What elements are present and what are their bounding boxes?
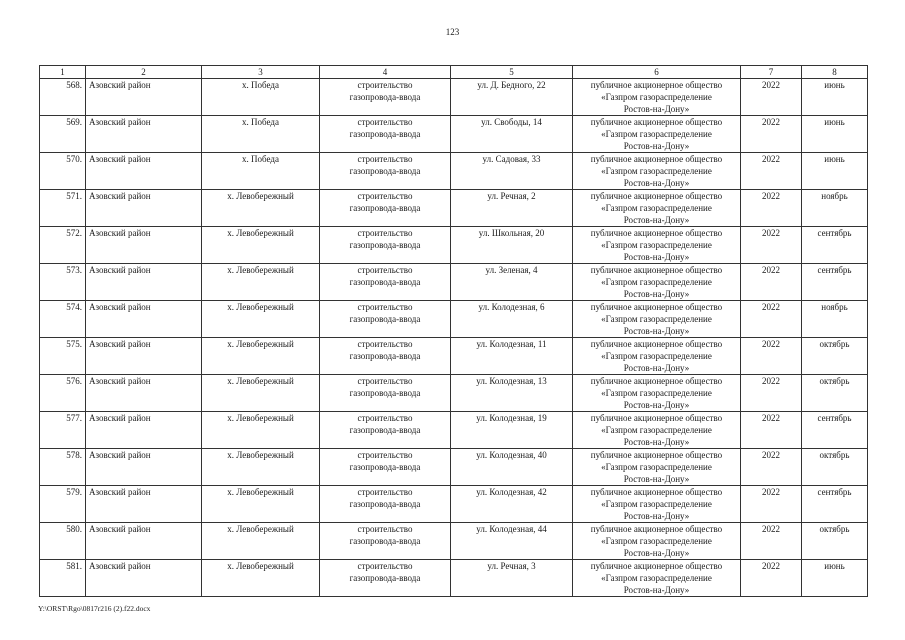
table-row [40, 301, 868, 338]
organization-cell [573, 338, 741, 375]
column-header: 3 [202, 66, 320, 79]
work-type-line: строительство [357, 117, 413, 127]
organization-line: Ростов-на-Дону» [623, 141, 690, 151]
organization-line: публичное акционерное общество [590, 487, 723, 497]
organization-line: Ростов-на-Дону» [623, 363, 690, 373]
year-cell: 2022 [741, 301, 802, 338]
district-cell: Азовский район [86, 79, 202, 116]
organization-line: «Газпром газораспределение [601, 388, 712, 398]
organization-line: «Газпром газораспределение [601, 536, 712, 546]
address-cell: ул. Садовая, 33 [451, 153, 573, 190]
table-row [40, 449, 868, 486]
row-number-cell: 570. [40, 153, 86, 190]
organization-cell [573, 412, 741, 449]
table-row [40, 153, 868, 190]
settlement-cell: х. Левобережный [202, 449, 320, 486]
column-header: 7 [741, 66, 802, 79]
work-type-cell [320, 523, 451, 560]
column-header: 6 [573, 66, 741, 79]
settlement-cell: х. Левобережный [202, 301, 320, 338]
work-type-cell [320, 449, 451, 486]
row-number-cell: 576. [40, 375, 86, 412]
file-path-footer: Y:\ORST\Rgo\0817r216 (2).f22.docx [38, 604, 151, 613]
organization-line: публичное акционерное общество [590, 450, 723, 460]
address-cell: ул. Колодезная, 42 [451, 486, 573, 523]
organization-line: Ростов-на-Дону» [623, 178, 690, 188]
district-cell: Азовский район [86, 486, 202, 523]
year-cell: 2022 [741, 449, 802, 486]
table-row [40, 227, 868, 264]
month-cell: сентябрь [802, 486, 868, 523]
organization-line: «Газпром газораспределение [601, 314, 712, 324]
work-type-line: строительство [357, 265, 413, 275]
table-row [40, 79, 868, 116]
organization-line: публичное акционерное общество [590, 339, 723, 349]
organization-cell [573, 560, 741, 597]
work-type-line: строительство [357, 524, 413, 534]
year-cell: 2022 [741, 338, 802, 375]
year-cell: 2022 [741, 153, 802, 190]
work-type-line: газопровода-ввода [349, 351, 421, 361]
district-cell: Азовский район [86, 153, 202, 190]
year-cell: 2022 [741, 79, 802, 116]
work-type-line: газопровода-ввода [349, 425, 421, 435]
organization-cell [573, 116, 741, 153]
row-number-cell: 572. [40, 227, 86, 264]
table-row [40, 338, 868, 375]
organization-line: публичное акционерное общество [590, 191, 723, 201]
work-type-line: газопровода-ввода [349, 462, 421, 472]
column-number-header-row [40, 66, 868, 79]
district-cell: Азовский район [86, 264, 202, 301]
month-cell: октябрь [802, 449, 868, 486]
district-cell: Азовский район [86, 227, 202, 264]
page-number: 123 [445, 27, 460, 37]
row-number-cell: 580. [40, 523, 86, 560]
address-cell: ул. Речная, 2 [451, 190, 573, 227]
organization-line: публичное акционерное общество [590, 117, 723, 127]
organization-line: публичное акционерное общество [590, 524, 723, 534]
organization-line: Ростов-на-Дону» [623, 252, 690, 262]
organization-line: «Газпром газораспределение [601, 129, 712, 139]
address-cell: ул. Речная, 3 [451, 560, 573, 597]
organization-line: публичное акционерное общество [590, 302, 723, 312]
work-type-line: газопровода-ввода [349, 129, 421, 139]
organization-line: Ростов-на-Дону» [623, 511, 690, 521]
organization-line: Ростов-на-Дону» [623, 474, 690, 484]
settlement-cell: х. Левобережный [202, 523, 320, 560]
organization-line: «Газпром газораспределение [601, 203, 712, 213]
settlement-cell: х. Левобережный [202, 227, 320, 264]
month-cell: ноябрь [802, 301, 868, 338]
organization-line: «Газпром газораспределение [601, 351, 712, 361]
organization-line: «Газпром газораспределение [601, 92, 712, 102]
settlement-cell: х. Левобережный [202, 190, 320, 227]
organization-line: «Газпром газораспределение [601, 462, 712, 472]
work-type-line: строительство [357, 302, 413, 312]
work-type-line: строительство [357, 80, 413, 90]
work-type-line: газопровода-ввода [349, 388, 421, 398]
month-cell: сентябрь [802, 412, 868, 449]
year-cell: 2022 [741, 375, 802, 412]
district-cell: Азовский район [86, 116, 202, 153]
organization-line: публичное акционерное общество [590, 413, 723, 423]
address-cell: ул. Колодезная, 44 [451, 523, 573, 560]
work-type-cell [320, 338, 451, 375]
district-cell: Азовский район [86, 449, 202, 486]
organization-line: «Газпром газораспределение [601, 425, 712, 435]
organization-line: Ростов-на-Дону» [623, 326, 690, 336]
organization-line: «Газпром газораспределение [601, 573, 712, 583]
table-body [40, 79, 868, 597]
work-type-cell [320, 79, 451, 116]
address-cell: ул. Колодезная, 13 [451, 375, 573, 412]
month-cell: октябрь [802, 375, 868, 412]
row-number-cell: 581. [40, 560, 86, 597]
address-cell: ул. Колодезная, 6 [451, 301, 573, 338]
district-cell: Азовский район [86, 375, 202, 412]
organization-line: публичное акционерное общество [590, 228, 723, 238]
organization-line: Ростов-на-Дону» [623, 548, 690, 558]
table-row [40, 523, 868, 560]
month-cell: июнь [802, 116, 868, 153]
organization-cell [573, 227, 741, 264]
work-type-cell [320, 153, 451, 190]
work-type-line: строительство [357, 154, 413, 164]
work-type-cell [320, 264, 451, 301]
work-type-line: строительство [357, 191, 413, 201]
organization-cell [573, 449, 741, 486]
column-header: 8 [802, 66, 868, 79]
work-type-cell [320, 116, 451, 153]
year-cell: 2022 [741, 264, 802, 301]
organization-cell [573, 486, 741, 523]
organization-cell [573, 523, 741, 560]
work-type-line: строительство [357, 487, 413, 497]
column-header: 1 [40, 66, 86, 79]
table-row [40, 190, 868, 227]
month-cell: июнь [802, 560, 868, 597]
month-cell: ноябрь [802, 190, 868, 227]
year-cell: 2022 [741, 560, 802, 597]
row-number-cell: 578. [40, 449, 86, 486]
settlement-cell: х. Левобережный [202, 560, 320, 597]
gas-pipeline-schedule-table [39, 65, 868, 597]
column-header: 5 [451, 66, 573, 79]
settlement-cell: х. Левобережный [202, 375, 320, 412]
table-row [40, 264, 868, 301]
organization-line: публичное акционерное общество [590, 80, 723, 90]
settlement-cell: х. Левобережный [202, 412, 320, 449]
month-cell: июнь [802, 79, 868, 116]
table-row [40, 560, 868, 597]
work-type-line: строительство [357, 339, 413, 349]
organization-cell [573, 264, 741, 301]
settlement-cell: х. Победа [202, 153, 320, 190]
year-cell: 2022 [741, 190, 802, 227]
table-row [40, 375, 868, 412]
column-header: 2 [86, 66, 202, 79]
district-cell: Азовский район [86, 412, 202, 449]
table-row [40, 486, 868, 523]
organization-line: Ростов-на-Дону» [623, 104, 690, 114]
column-header: 4 [320, 66, 451, 79]
settlement-cell: х. Победа [202, 79, 320, 116]
work-type-line: строительство [357, 376, 413, 386]
address-cell: ул. Школьная, 20 [451, 227, 573, 264]
address-cell: ул. Колодезная, 40 [451, 449, 573, 486]
district-cell: Азовский район [86, 190, 202, 227]
work-type-line: газопровода-ввода [349, 92, 421, 102]
organization-line: «Газпром газораспределение [601, 499, 712, 509]
work-type-line: газопровода-ввода [349, 499, 421, 509]
district-cell: Азовский район [86, 523, 202, 560]
year-cell: 2022 [741, 116, 802, 153]
row-number-cell: 571. [40, 190, 86, 227]
organization-line: публичное акционерное общество [590, 265, 723, 275]
work-type-line: строительство [357, 450, 413, 460]
work-type-line: строительство [357, 228, 413, 238]
address-cell: ул. Д. Бедного, 22 [451, 79, 573, 116]
month-cell: июнь [802, 153, 868, 190]
work-type-line: строительство [357, 413, 413, 423]
table-row [40, 412, 868, 449]
row-number-cell: 569. [40, 116, 86, 153]
work-type-cell [320, 301, 451, 338]
address-cell: ул. Колодезная, 11 [451, 338, 573, 375]
organization-cell [573, 153, 741, 190]
row-number-cell: 573. [40, 264, 86, 301]
work-type-line: газопровода-ввода [349, 314, 421, 324]
organization-line: Ростов-на-Дону» [623, 289, 690, 299]
month-cell: октябрь [802, 523, 868, 560]
organization-line: Ростов-на-Дону» [623, 215, 690, 225]
organization-cell [573, 301, 741, 338]
work-type-cell [320, 375, 451, 412]
district-cell: Азовский район [86, 560, 202, 597]
table-row [40, 116, 868, 153]
organization-cell [573, 190, 741, 227]
address-cell: ул. Свободы, 14 [451, 116, 573, 153]
work-type-cell [320, 227, 451, 264]
district-cell: Азовский район [86, 338, 202, 375]
row-number-cell: 568. [40, 79, 86, 116]
organization-line: «Газпром газораспределение [601, 240, 712, 250]
district-cell: Азовский район [86, 301, 202, 338]
organization-line: публичное акционерное общество [590, 376, 723, 386]
month-cell: октябрь [802, 338, 868, 375]
work-type-line: газопровода-ввода [349, 203, 421, 213]
row-number-cell: 574. [40, 301, 86, 338]
year-cell: 2022 [741, 412, 802, 449]
year-cell: 2022 [741, 523, 802, 560]
address-cell: ул. Зеленая, 4 [451, 264, 573, 301]
organization-line: публичное акционерное общество [590, 561, 723, 571]
month-cell: сентябрь [802, 227, 868, 264]
work-type-cell [320, 190, 451, 227]
organization-line: Ростов-на-Дону» [623, 437, 690, 447]
work-type-cell [320, 412, 451, 449]
work-type-line: газопровода-ввода [349, 277, 421, 287]
row-number-cell: 577. [40, 412, 86, 449]
settlement-cell: х. Левобережный [202, 264, 320, 301]
organization-line: «Газпром газораспределение [601, 166, 712, 176]
row-number-cell: 575. [40, 338, 86, 375]
work-type-line: газопровода-ввода [349, 166, 421, 176]
organization-line: Ростов-на-Дону» [623, 400, 690, 410]
work-type-line: газопровода-ввода [349, 536, 421, 546]
settlement-cell: х. Левобережный [202, 486, 320, 523]
work-type-line: газопровода-ввода [349, 573, 421, 583]
organization-cell [573, 375, 741, 412]
month-cell: сентябрь [802, 264, 868, 301]
work-type-line: газопровода-ввода [349, 240, 421, 250]
address-cell: ул. Колодезная, 19 [451, 412, 573, 449]
work-type-cell [320, 560, 451, 597]
organization-line: «Газпром газораспределение [601, 277, 712, 287]
organization-cell [573, 79, 741, 116]
year-cell: 2022 [741, 486, 802, 523]
organization-line: Ростов-на-Дону» [623, 585, 690, 595]
work-type-cell [320, 486, 451, 523]
settlement-cell: х. Левобережный [202, 338, 320, 375]
year-cell: 2022 [741, 227, 802, 264]
organization-line: публичное акционерное общество [590, 154, 723, 164]
work-type-line: строительство [357, 561, 413, 571]
row-number-cell: 579. [40, 486, 86, 523]
settlement-cell: х. Победа [202, 116, 320, 153]
